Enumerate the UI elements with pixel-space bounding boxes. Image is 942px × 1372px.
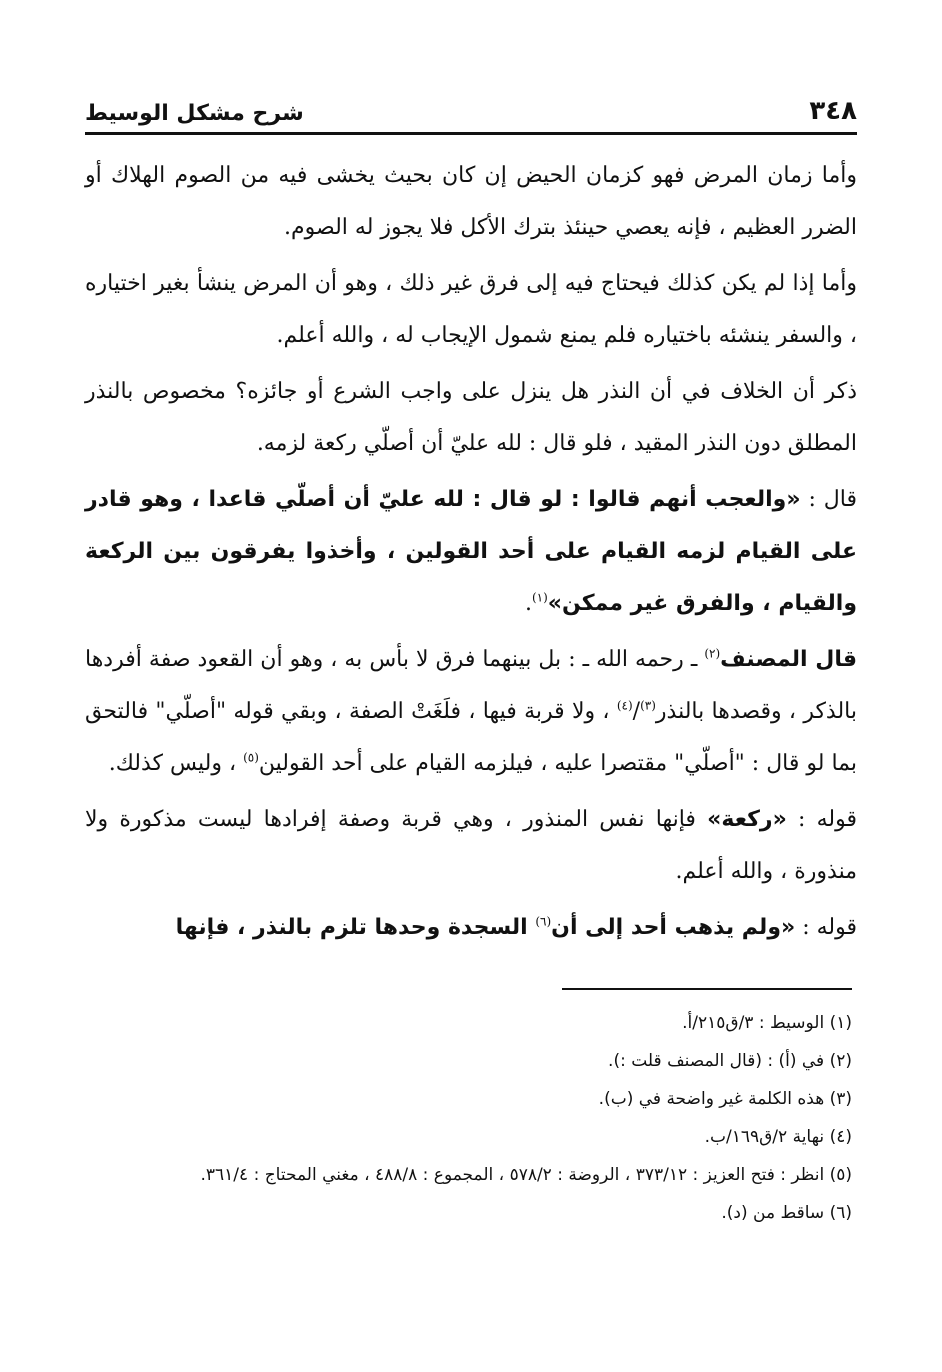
paragraph-1: وأما زمان المرض فهو كزمان الحيض إن كان بحيث يخشى فيه من الصوم الهلاك أو الضرر العظيم ، فإنه يعصي حينئذ بترك الأكل فلا يجوز له الصوم. — [85, 163, 857, 240]
paragraph-7 — [85, 902, 857, 954]
paragraph-4 — [85, 474, 857, 630]
footnote-ref-6: (٦) — [535, 914, 552, 929]
main-text — [85, 150, 857, 958]
paragraph-5-text-b: ، ولا قربة فيها ، فلَغَتْ الصفة ، وبقي قوله "أصلّي" فالتحق بما لو قال : "أصلّي" مقتصرا عليه ، فيلزمه القيام على أحد القولين — [85, 699, 857, 776]
quote-intro: قال : — [808, 487, 858, 512]
slash: / — [632, 699, 641, 724]
footnote: (٥) انظر : فتح العزيز : ٣٧٣/١٢ ، الروضة : ٥٧٨/٢ ، المجموع : ٤٨٨/٨ ، مغني المحتاج : ٣٦١/٤. — [200, 1165, 852, 1185]
footnote-ref-4: (٤) — [616, 698, 633, 713]
quoted-text: «ركعة» — [707, 807, 787, 832]
paragraph-5-text-c: ، وليس كذلك. — [108, 751, 244, 776]
footnote: (٣) هذه الكلمة غير واضحة في (ب). — [598, 1089, 852, 1109]
quote-intro: قوله : — [802, 915, 857, 940]
quote-intro: قوله : — [798, 807, 857, 832]
page-number: ٣٤٨ — [809, 96, 857, 126]
running-header — [85, 92, 857, 135]
footnote: (٢) في (أ) : (قال المصنف قلت :). — [608, 1051, 852, 1071]
paragraph-6-text: فإنها نفس المنذور ، وهي قربة وصفة إفرادها ليست مذكورة ولا منذورة ، والله أعلم. — [85, 807, 857, 884]
book-title: شرح مشكل الوسيط — [85, 101, 304, 126]
footnote: (٦) ساقط من (د). — [721, 1203, 852, 1223]
footnote-ref-5: (٥) — [243, 750, 259, 765]
author-label: قال المصنف — [720, 647, 858, 672]
footnote-separator — [562, 988, 852, 990]
footnote: (٤) نهاية ٢/ق١٦٩/ب. — [704, 1127, 852, 1147]
paragraph-6 — [85, 794, 857, 898]
paragraph-2: وأما إذا لم يكن كذلك فيحتاج فيه إلى فرق غير ذلك ، وهو أن المرض ينشأ بغير اختياره ، والسفر ينشئه باختياره فلم يمنع شمول الإيجاب له ، والله أعلم. — [85, 271, 857, 348]
paragraph-5 — [85, 634, 857, 790]
quoted-text: «ولم يذهب أحد إلى أن — [551, 915, 796, 940]
sentence-end: . — [524, 591, 532, 616]
quoted-text-continued: السجدة وحدها تلزم بالنذر ، فإنها — [175, 915, 536, 940]
footnotes — [85, 1004, 852, 1232]
footnote-ref-3: (٣) — [640, 698, 656, 713]
footnote-ref-2: (٢) — [704, 646, 721, 661]
paragraph-5-text-a: ـ رحمه الله ـ : بل بينهما فرق لا بأس به ، وهو أن القعود صفة أفردها بالذكر ، وقصدها بالنذر — [85, 647, 858, 724]
paragraph-3: ذكر أن الخلاف في أن النذر هل ينزل على واجب الشرع أو جائزه؟ مخصوص بالنذر المطلق دون النذر المقيد ، فلو قال : لله عليّ أن أصلّي ركعة لزمه. — [85, 379, 857, 456]
quoted-text: «والعجب أنهم قالوا : لو قال : لله عليّ أن أصلّي قاعدا ، وهو قادر على القيام لزمه القيام على أحد القولين ، وأخذوا يفرقون بين الركعة والقيام ، والفرق غير ممكن» — [85, 487, 857, 616]
footnote-ref-1: (١) — [531, 590, 548, 605]
footnote: (١) الوسيط : ٣/ق٢١٥/أ. — [682, 1013, 852, 1033]
